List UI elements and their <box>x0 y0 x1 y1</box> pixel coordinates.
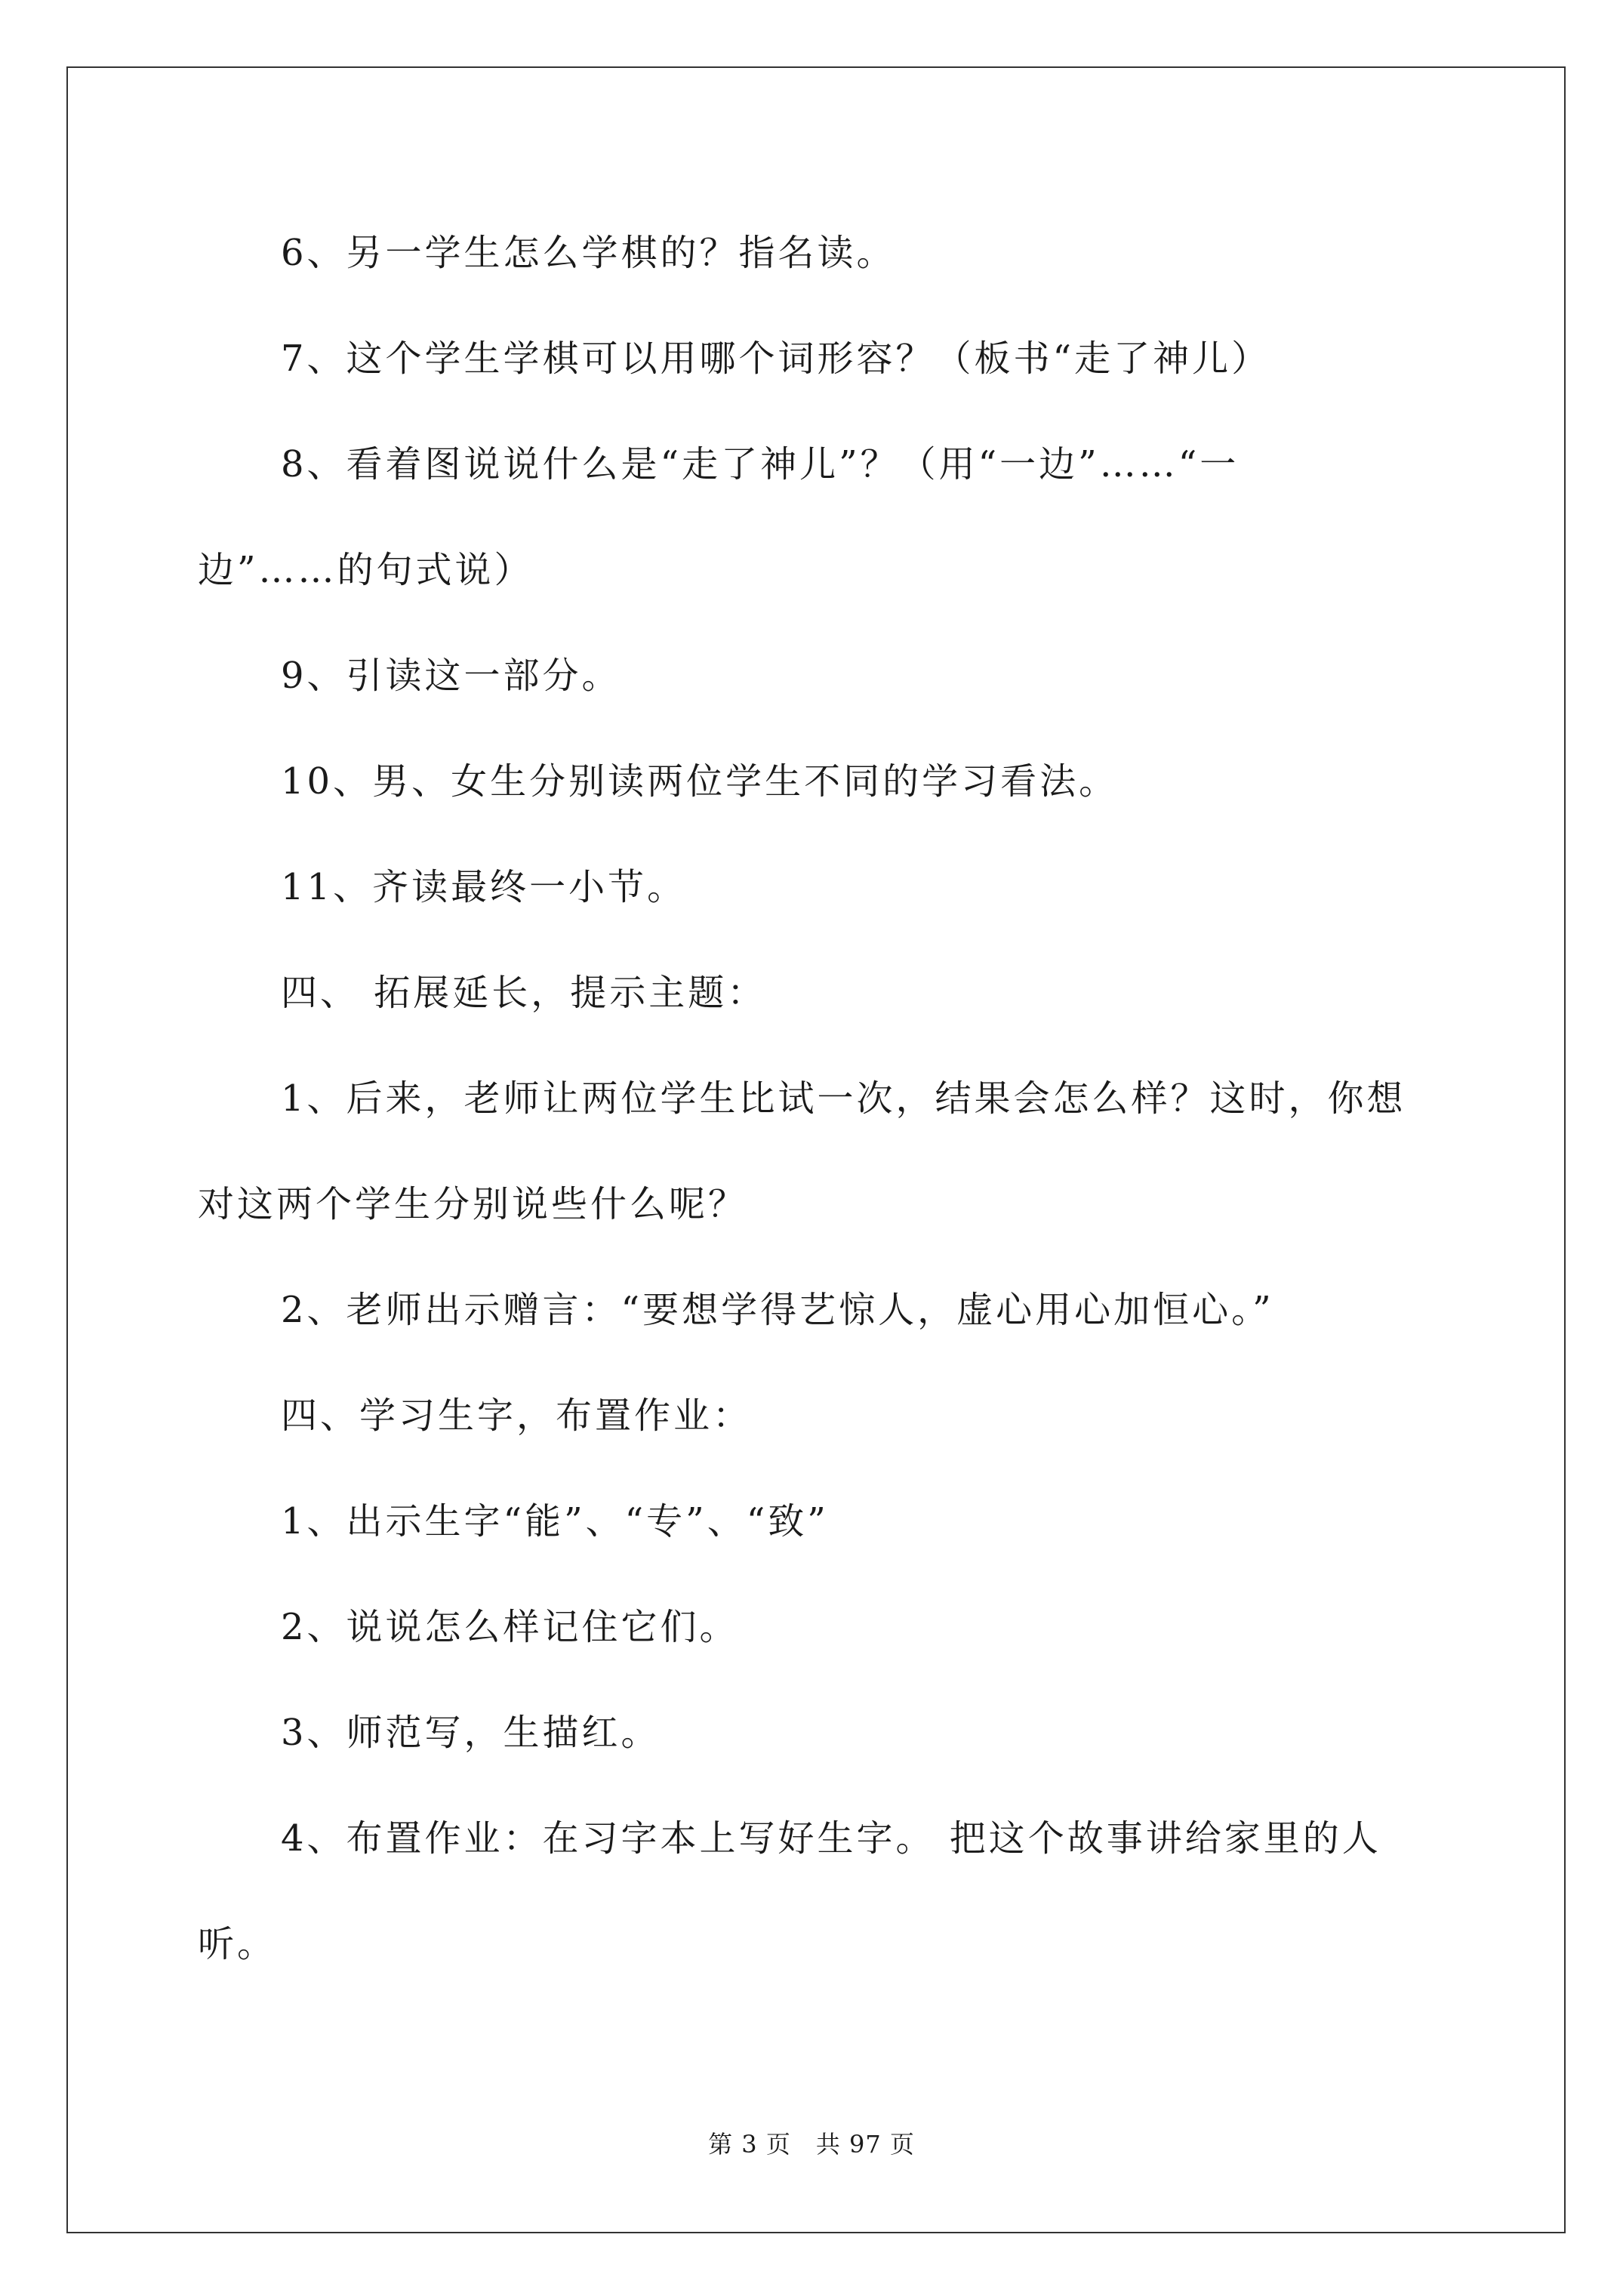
paragraph-char-item-1: 1、出示生字“能”、“专”、“致” <box>281 1500 829 1542</box>
section-heading-characters: 四、学习生字，布置作业： <box>281 1395 753 1437</box>
paragraph-item-1-cont: 对这两个学生分别说些什么呢？ <box>198 1183 748 1225</box>
page-border <box>66 66 1566 2233</box>
page-number-footer: 第 3 页 共 97 页 <box>708 2130 915 2159</box>
paragraph-char-item-4: 4、布置作业：在习字本上写好生字。 把这个故事讲给家里的人 <box>281 1817 1381 1860</box>
paragraph-line-9: 9、引读这一部分。 <box>281 655 621 697</box>
paragraph-char-item-3: 3、师范写，生描红。 <box>281 1712 661 1754</box>
paragraph-line-7: 7、这个学生学棋可以用哪个词形容？（板书“走了神儿） <box>281 337 1271 380</box>
paragraph-line-8-cont: 边”……的句式说） <box>198 549 534 591</box>
section-heading-extension: 四、 拓展延长，提示主题： <box>281 972 767 1014</box>
paragraph-line-8: 8、看着图说说什么是“走了神儿”？（用“一边”……“一 <box>281 443 1240 485</box>
paragraph-item-1: 1、后来，老师让两位学生比试一次，结果会怎么样？这时，你想 <box>281 1077 1406 1120</box>
paragraph-line-11: 11、齐读最终一小节。 <box>281 866 687 908</box>
paragraph-item-2: 2、老师出示赠言：“要想学得艺惊人，虚心用心加恒心。” <box>281 1289 1274 1331</box>
paragraph-char-item-4-cont: 听。 <box>198 1923 277 1965</box>
paragraph-char-item-2: 2、说说怎么样记住它们。 <box>281 1606 739 1648</box>
paragraph-line-10: 10、男、女生分别读两位学生不同的学习看法。 <box>281 760 1119 803</box>
paragraph-line-6: 6、另一学生怎么学棋的？指名读。 <box>281 232 896 274</box>
